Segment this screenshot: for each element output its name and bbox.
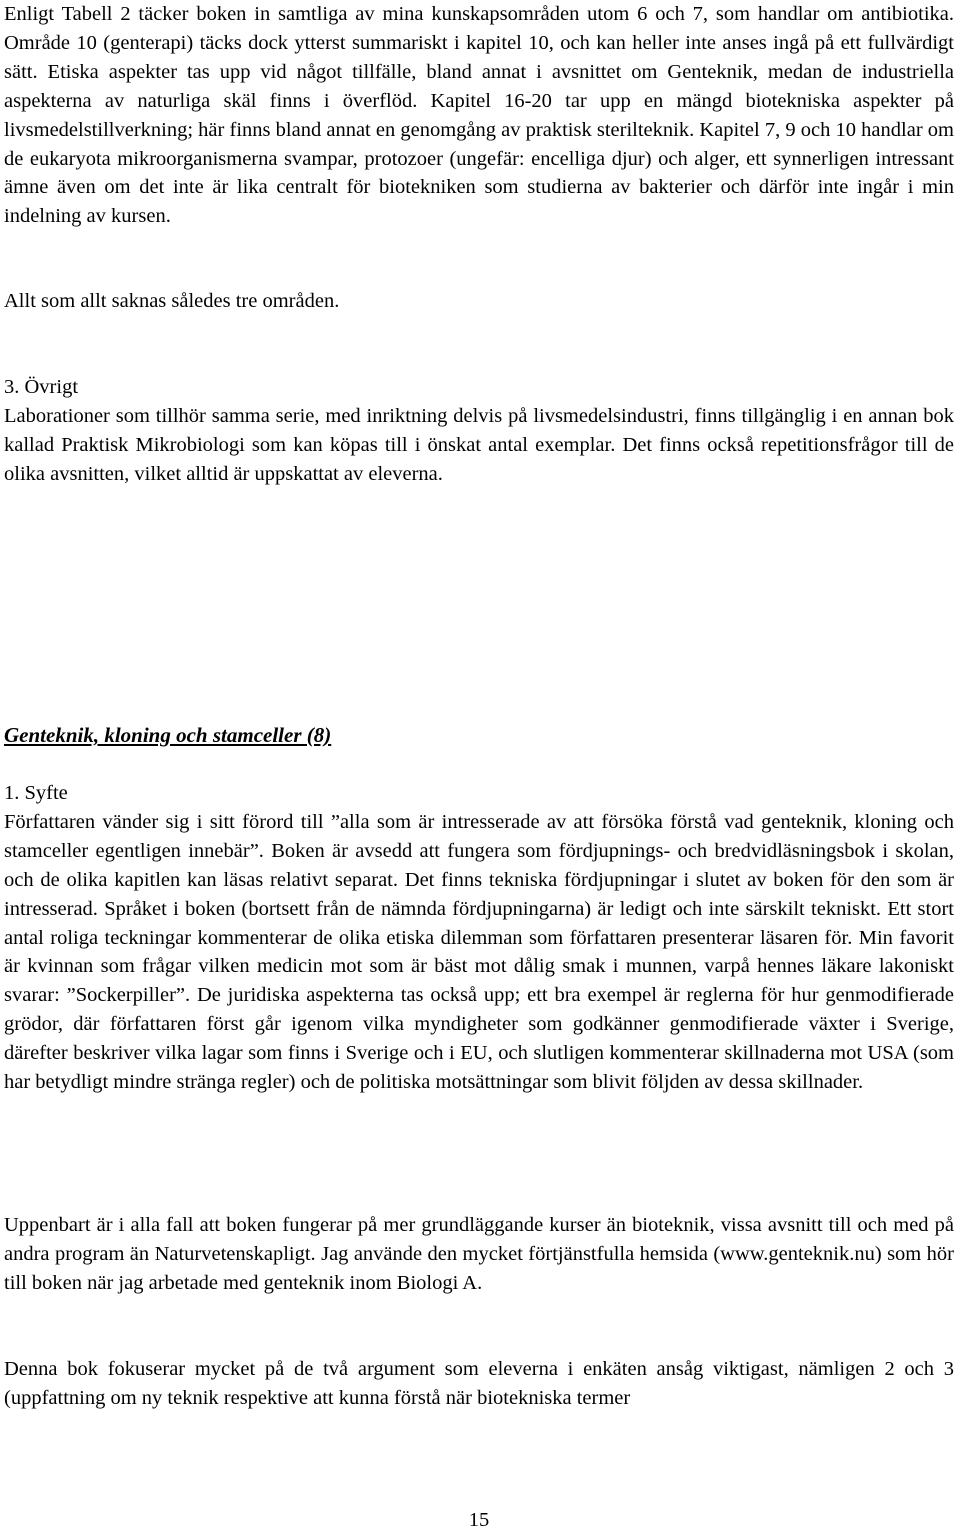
document-page bbox=[4, 0, 954, 1534]
denna-paragraph: Denna bok fokuserar mycket på de två argument som eleverna i enkäten ansåg viktigast, nämligen 2 och 3 (uppfattning om ny teknik respektive att kunna förstå när biotekniska termer bbox=[4, 1358, 954, 1409]
syfte-section-label: 1. Syfte bbox=[4, 782, 68, 804]
uppenbart-paragraph-block bbox=[4, 1211, 954, 1298]
book-review-heading: Genteknik, kloning och stamceller (8) bbox=[4, 723, 332, 747]
syfte-section bbox=[4, 779, 954, 1097]
summary-paragraph: Allt som allt saknas således tre områden. bbox=[4, 290, 340, 312]
ovrigt-paragraph: Laborationer som tillhör samma serie, med inriktning delvis på livsmedelsindustri, finns tillgänglig i en annan bok kallad Praktisk Mikrobiologi som kan köpas till i önskat antal exemplar. Det finns också repetitionsfrågor till de olika avsnitten, vilket alltid är uppskattat av eleverna. bbox=[4, 404, 954, 485]
intro-paragraph: Enligt Tabell 2 täcker boken in samtliga av mina kunskapsområden utom 6 och 7, som handlar om antibiotika. Område 10 (genterapi) täcks dock ytterst summariskt i kapitel 10, och kan heller inte anses ingå på ett fullvärdigt sätt. Etiska aspekter tas upp vid något tillfälle, bland annat i avsnittet om Genteknik, medan de industriella aspekterna av naturliga skäl finns i överflöd. Kapitel 16-20 tar upp en mängd biotekniska aspekter på livsmedelstillverkning; här finns bland annat en genomgång av praktisk sterilteknik. Kapitel 7, 9 och 10 handlar om de eukaryota mikroorganismerna svampar, protozoer (ungefär: encelliga djur) och alger, ett synnerligen intressant ämne även om det inte är lika centralt för biotekniken som studierna av bakterier och därför inte ingår i min indelning av kursen. bbox=[4, 3, 954, 228]
syfte-paragraph: Författaren vänder sig i sitt förord till ”alla som är intresserade av att försöka förstå vad genteknik, kloning och stamceller egentligen innebär”. Boken är avsedd att fungera som fördjupnings- och bredvidläsningsbok i skolan, och de olika kapitlen kan läsas relativt separat. Det finns tekniska fördjupningar i slutet av boken för den som är intresserad. Språket i boken (bortsett från de nämnda fördjupningarna) är ledigt och inte särskilt tekniskt. Ett stort antal roliga teckningar kommenterar de olika etiska dilemman som författaren presenterar läsaren för. Min favorit är kvinnan som frågar vilken medicin mot som är bäst mot dålig smak i munnen, varpå hennes läkare lakoniskt svarar: ”Sockerpiller”. De juridiska aspekterna tas också upp; ett bra exempel är reglerna för hur genmodifierade grödor, där författaren först går igenom vilka myndigheter som godkänner genmodifierade växter i Sverige, därefter beskriver vilka lagar som finns i Sverige och i EU, och slutligen kommenterar skillnaderna mot USA (som har betydligt mindre stränga regler) och de politiska motsättningar som blivit följden av dessa skillnader. bbox=[4, 810, 954, 1094]
ovrigt-section-label: 3. Övrigt bbox=[4, 376, 79, 398]
denna-paragraph-block bbox=[4, 1355, 954, 1413]
summary-paragraph-block bbox=[4, 287, 954, 316]
uppenbart-paragraph: Uppenbart är i alla fall att boken fungerar på mer grundläggande kurser än bioteknik, vissa avsnitt till och med på andra program än Naturvetenskapligt. Jag använde den mycket förtjänstfulla hemsida (www.genteknik.nu) som hör till boken när jag arbetade med genteknik inom Biologi A. bbox=[4, 1214, 954, 1294]
ovrigt-section bbox=[4, 373, 954, 489]
page-number: 15 bbox=[468, 1509, 490, 1531]
intro-paragraph-block bbox=[4, 0, 954, 231]
